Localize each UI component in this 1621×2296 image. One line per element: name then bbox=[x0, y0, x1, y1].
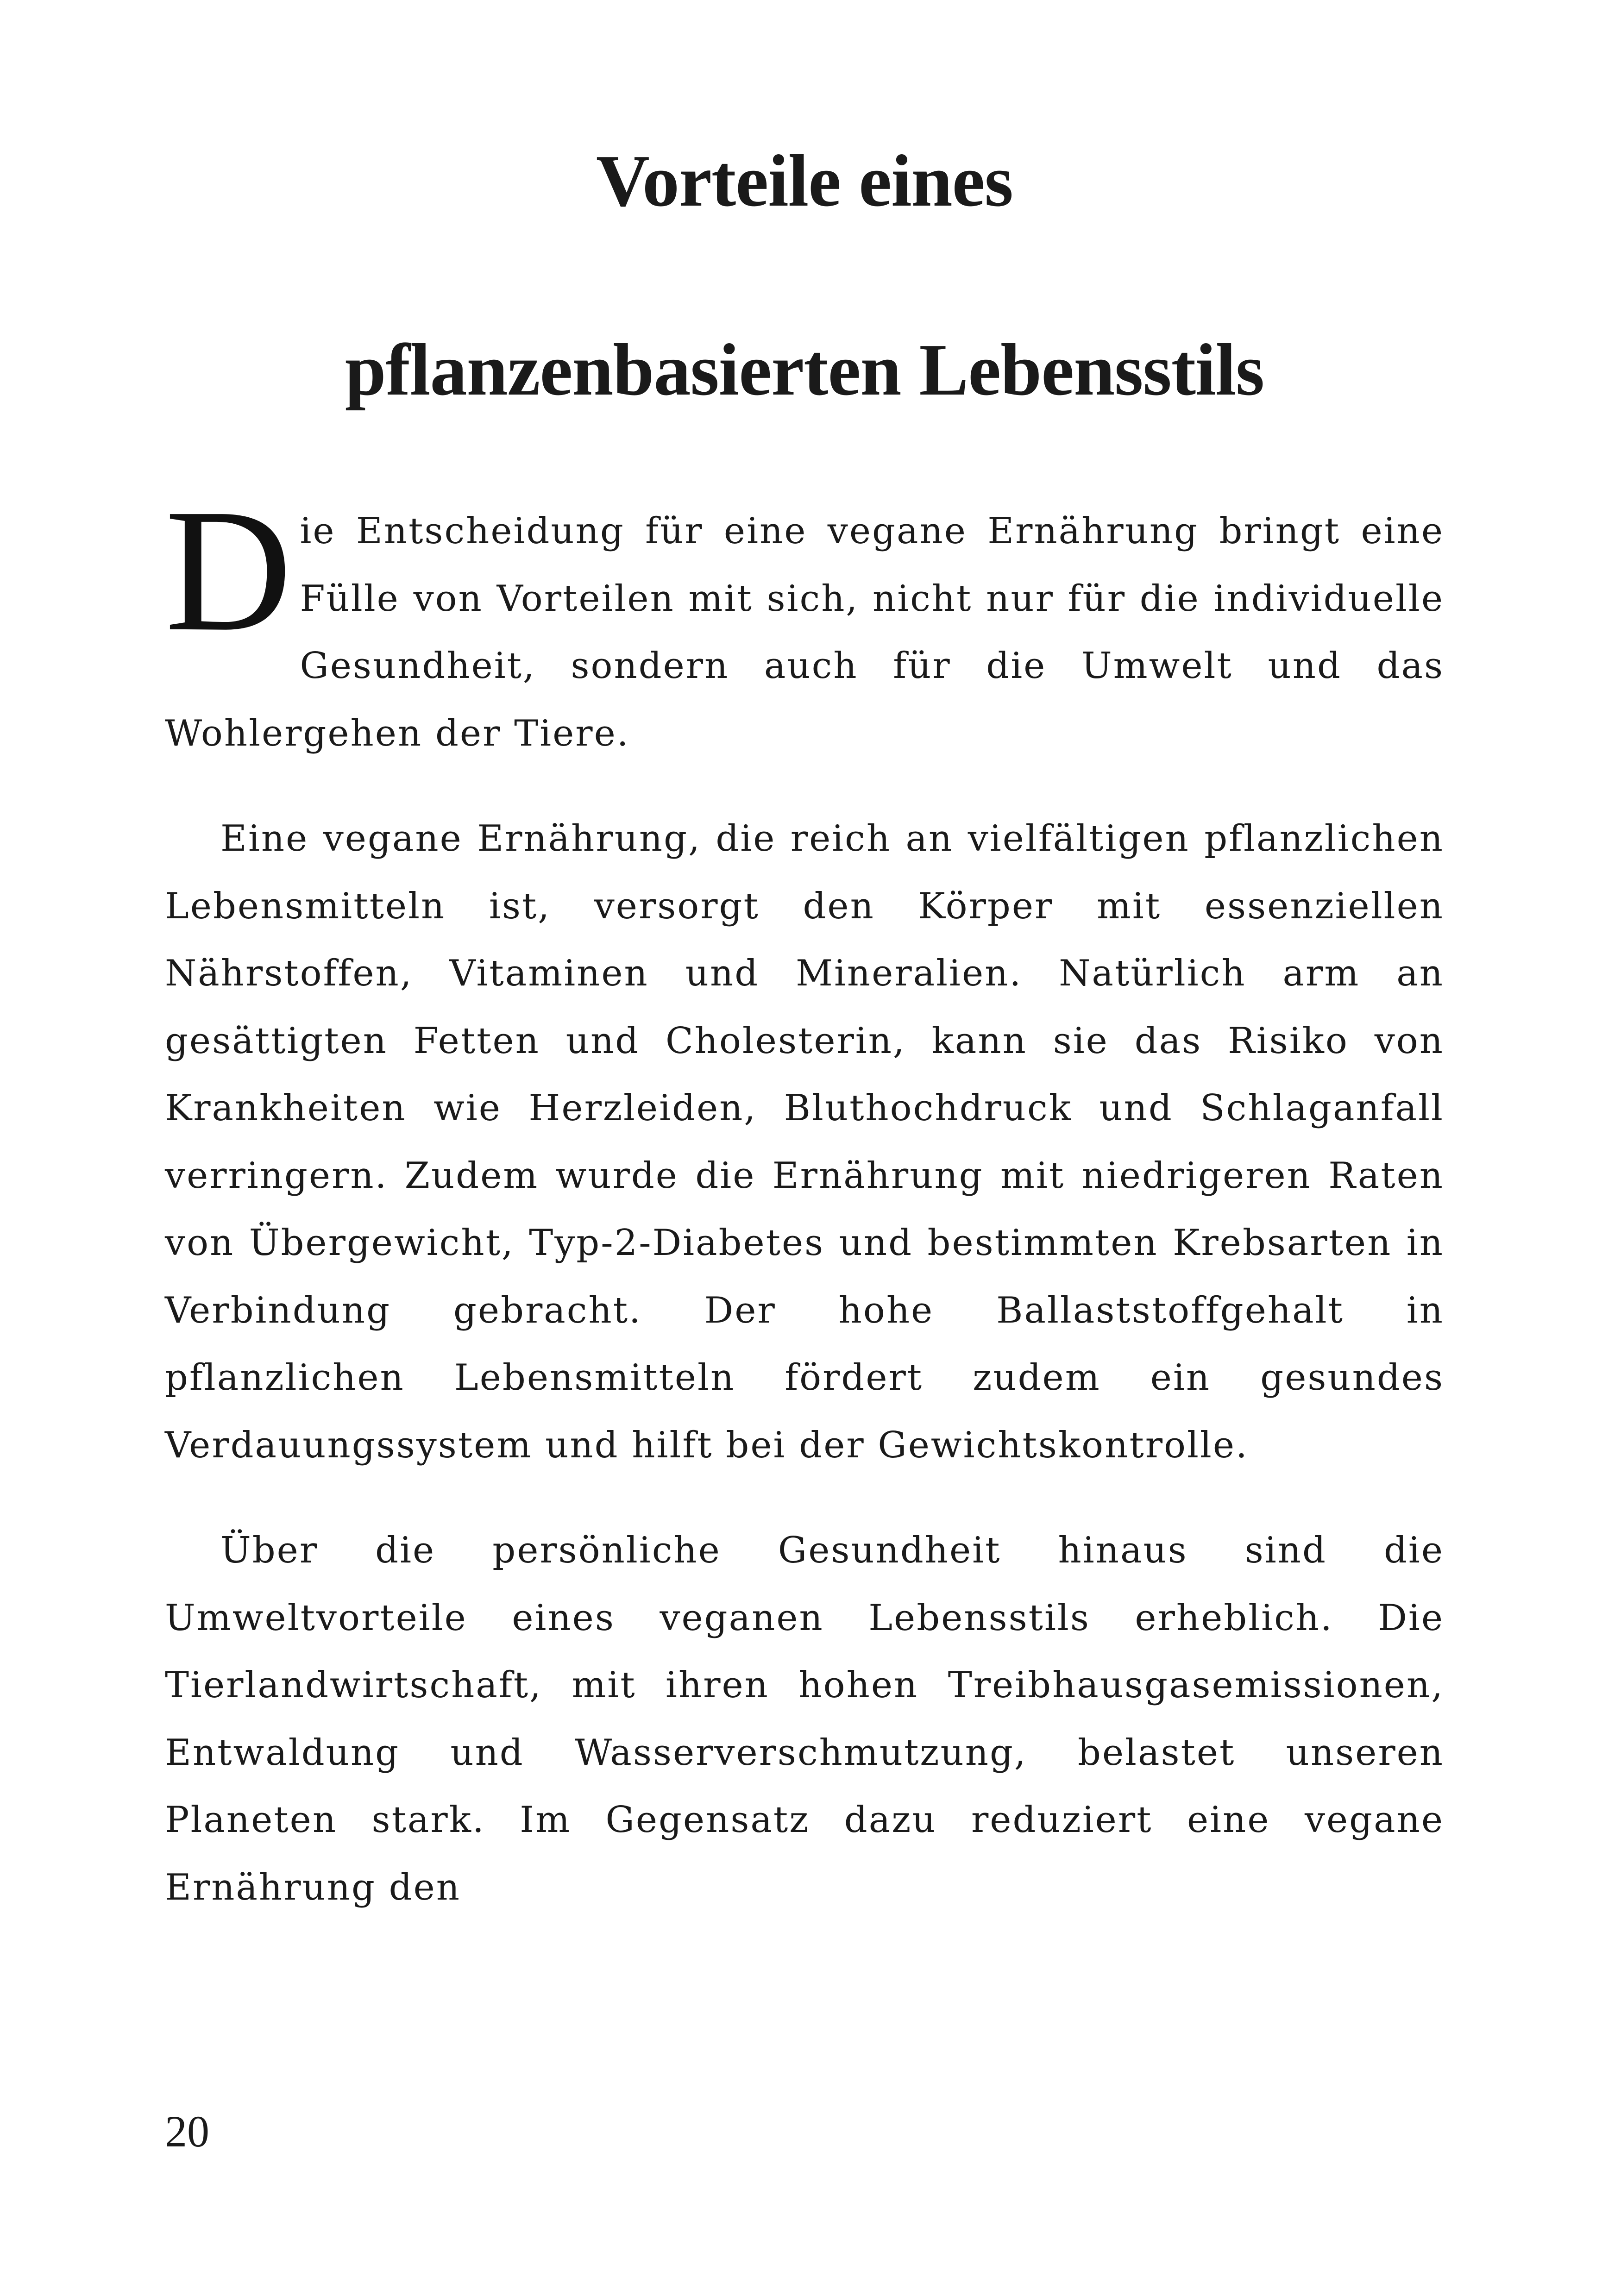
body-text bbox=[165, 473, 1444, 1921]
book-page bbox=[165, 0, 1444, 2296]
drop-cap: D bbox=[165, 473, 294, 668]
page-number: 20 bbox=[165, 2107, 209, 2156]
chapter-title-line-1: Vorteile eines bbox=[596, 139, 1013, 222]
paragraph-1-text: ie Entscheidung für eine vegane Ernährung bringt eine Fülle von Vorteilen mit sich, nicht nur für die individuelle Gesundheit, sondern auch für die Umwelt und das Wohlergehen der Tiere. bbox=[165, 510, 1444, 754]
paragraph-1 bbox=[165, 473, 1444, 767]
chapter-title-line-2: pflanzenbasierten Lebensstils bbox=[345, 328, 1264, 411]
paragraph-3: Über die persönliche Gesundheit hinaus sind die Umweltvorteile eines veganen Lebensstils erheblich. Die Tierlandwirtschaft, mit ihren hohen Treibhausgasemissionen, Entwaldung und Wasserverschmutzung, belastet unseren Planeten stark. Im Gegensatz dazu reduziert eine vegane Ernährung den bbox=[165, 1530, 1444, 1908]
paragraph-2: Eine vegane Ernährung, die reich an vielfältigen pflanzlichen Lebensmitteln ist, versorgt den Körper mit essenziellen Nährstoffen, Vitaminen und Mineralien. Natürlich arm an gesättigten Fetten und Cholesterin, kann sie das Risiko von Krankheiten wie Herzleiden, Bluthochdruck und Schlaganfall verringern. Zudem wurde die Ernährung mit niedrigeren Raten von Übergewicht, Typ-2-Diabetes und bestimmten Krebsarten in Verbindung gebracht. Der hohe Ballaststoffgehalt in pflanzlichen Lebensmitteln fördert zudem ein gesundes Verdauungssystem und hilft bei der Gewichtskontrolle. bbox=[165, 818, 1444, 1466]
